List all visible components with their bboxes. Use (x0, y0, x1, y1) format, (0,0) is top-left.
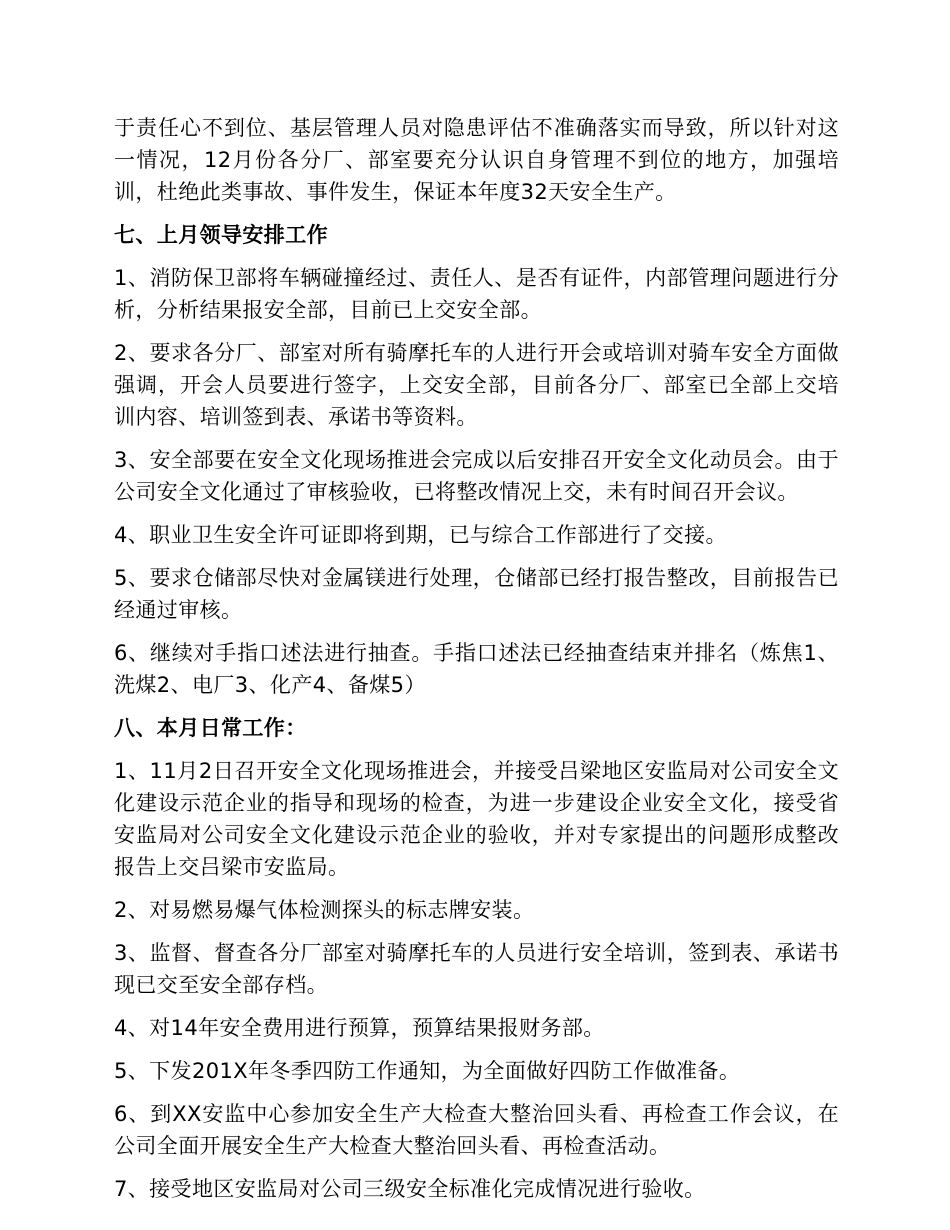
section-7-item-1: 1、消防保卫部将车辆碰撞经过、责任人、是否有证件，内部管理问题进行分析，分析结果报安全部，目前已上交安全部。 (114, 266, 839, 322)
intro-paragraph: 于责任心不到位、基层管理人员对隐患评估不准确落实而导致，所以针对这一情况，12月份各分厂、部室要充分认识自身管理不到位的地方，加强培训，杜绝此类事故、事件发生，保证本年度32天安全生产。 (114, 116, 839, 204)
section-7-item-6: 6、继续对手指口述法进行抽查。手指口述法已经抽查结束并排名（炼焦1、洗煤2、电厂3、化产4、备煤5） (114, 641, 839, 697)
section-7-item-2: 2、要求各分厂、部室对所有骑摩托车的人进行开会或培训对骑车安全方面做强调，开会人员要进行签字，上交安全部，目前各分厂、部室已全部上交培训内容、培训签到表、承诺书等资料。 (114, 341, 839, 429)
section-8-item-5: 5、下发201X年冬季四防工作通知，为全面做好四防工作做准备。 (114, 1059, 741, 1083)
section-8-heading: 八、本月日常工作： (114, 716, 307, 740)
section-8-item-2: 2、对易燃易爆气体检测探头的标志牌安装。 (114, 898, 535, 922)
section-8-item-6: 6、到XX安监中心参加安全生产大检查大整治回头看、再检查工作会议，在公司全面开展安全生产大检查大整治回头看、再检查活动。 (114, 1102, 839, 1158)
section-8-item-3: 3、监督、督查各分厂部室对骑摩托车的人员进行安全培训，签到表、承诺书现已交至安全部存档。 (114, 941, 839, 997)
section-7-heading: 七、上月领导安排工作 (114, 223, 328, 247)
section-8-item-1: 1、11月2日召开安全文化现场推进会，并接受吕梁地区安监局对公司安全文化建设示范企业的指导和现场的检查，为进一步建设企业安全文化，接受省安监局对公司安全文化建设示范企业的验收，并对专家提出的问题形成整改报告上交吕梁市安监局。 (114, 759, 839, 879)
section-7-item-3: 3、安全部要在安全文化现场推进会完成以后安排召开安全文化动员会。由于公司安全文化通过了审核验收，已将整改情况上交，未有时间召开会议。 (114, 448, 839, 504)
section-7-item-4: 4、职业卫生安全许可证即将到期，已与综合工作部进行了交接。 (114, 523, 727, 547)
section-7-item-5: 5、要求仓储部尽快对金属镁进行处理，仓储部已经打报告整改，目前报告已经通过审核。 (114, 566, 839, 622)
document-page (114, 112, 839, 1216)
section-8-item-7: 7、接受地区安监局对公司三级安全标准化完成情况进行验收。 (114, 1177, 706, 1201)
section-8-item-4: 4、对14年安全费用进行预算，预算结果报财务部。 (114, 1016, 605, 1040)
